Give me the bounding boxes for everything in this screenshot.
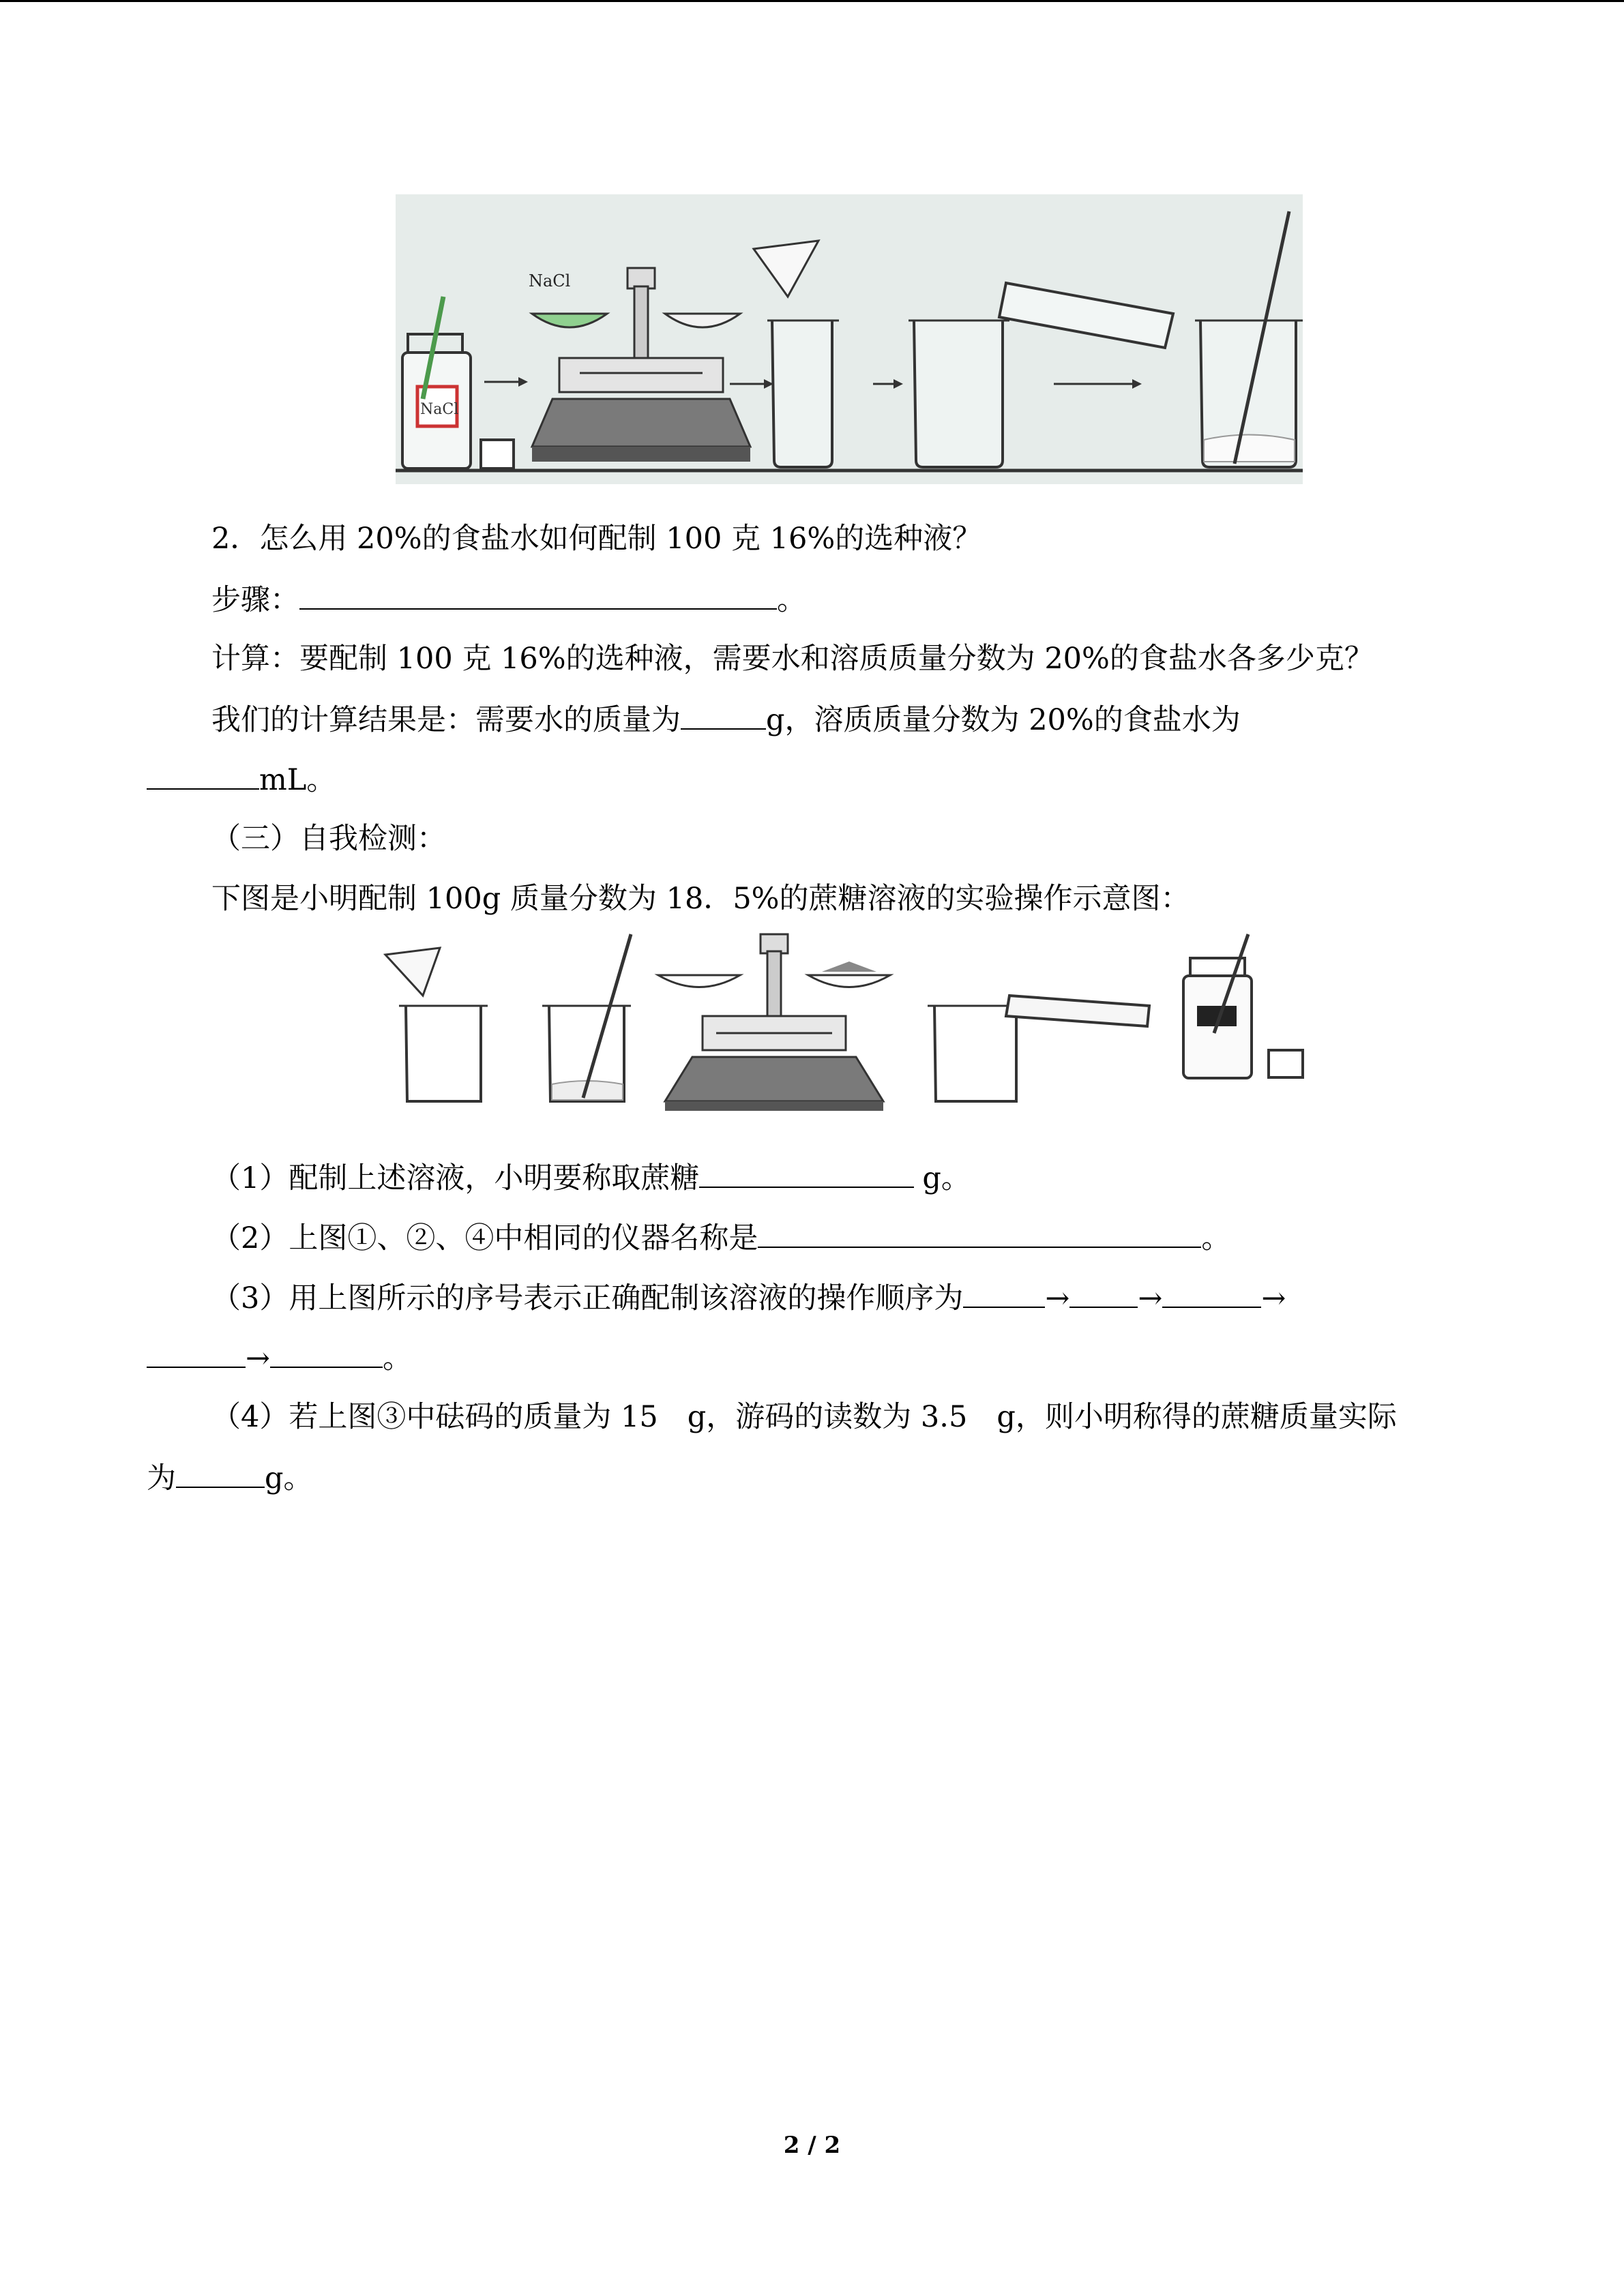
graduated-cylinder-icon — [1006, 996, 1149, 1026]
question-3 — [211, 1277, 1286, 1317]
steps-end: 。 — [777, 583, 806, 617]
q2-blank[interactable] — [758, 1217, 1201, 1248]
q1-text: （1）配制上述溶液，小明要称取蔗糖 — [211, 1161, 700, 1195]
q1-blank[interactable] — [699, 1157, 914, 1188]
q4-cont: 为 — [147, 1461, 176, 1495]
sucrose-operation-figure — [379, 931, 1313, 1115]
page-number: 2 / 2 — [783, 2132, 841, 2159]
q2-end: 。 — [1201, 1221, 1231, 1255]
question-2 — [211, 1217, 1230, 1257]
question-2-calc: 计算：要配制 100 克 16%的选种液，需要水和溶质质量分数为 20%的食盐水各多少克？ — [211, 642, 1374, 676]
q3-blank-5[interactable] — [270, 1337, 383, 1368]
q3-blank-4[interactable] — [147, 1337, 246, 1368]
q4-blank[interactable] — [176, 1457, 265, 1488]
weight-icon — [1269, 1050, 1303, 1077]
beaker-stirring-icon — [542, 934, 631, 1101]
q3-blank-1[interactable] — [963, 1277, 1045, 1308]
weight-icon — [481, 440, 514, 468]
jar-label: NaCl — [420, 401, 459, 418]
q3-blank-2[interactable] — [1069, 1277, 1138, 1308]
question-2-steps — [211, 578, 806, 619]
q3-arrow: → — [246, 1341, 271, 1375]
q3-blank-3[interactable] — [1162, 1277, 1261, 1308]
q3-arrow: → — [1138, 1281, 1163, 1315]
beaker-icon — [928, 1006, 1023, 1101]
nacl-label: NaCl — [529, 271, 571, 290]
q4-unit: g。 — [265, 1461, 313, 1495]
water-mass-blank[interactable] — [681, 698, 766, 730]
steps-blank[interactable] — [299, 578, 777, 610]
q3-arrow: → — [1045, 1281, 1070, 1315]
beaker-icon — [385, 948, 488, 1101]
nacl-preparation-figure — [396, 194, 1303, 484]
result-unit: mL。 — [259, 763, 336, 797]
beaker-icon — [909, 320, 1009, 467]
question-2-result-cont — [147, 758, 336, 799]
sugar-jar-icon — [1183, 934, 1252, 1078]
question-2-title: 2．怎么用 20%的食盐水如何配制 100 克 16%的选种液？ — [211, 522, 982, 556]
balance-icon — [658, 934, 890, 1111]
section-3-intro: 下图是小明配制 100g 质量分数为 18．5%的蔗糖溶液的实验操作示意图： — [211, 882, 1190, 916]
saltwater-volume-blank[interactable] — [147, 758, 259, 790]
result-text-1: 我们的计算结果是：需要水的质量为 — [211, 703, 681, 737]
q1-unit: g。 — [922, 1161, 971, 1195]
question-4: （4）若上图③中砝码的质量为 15 g，游码的读数为 3.5 g，则小明称得的蔗糖质量实际 — [211, 1400, 1397, 1434]
result-text-2: g，溶质质量分数为 20%的食盐水为 — [766, 703, 1241, 737]
q2-text: （2）上图①、②、④中相同的仪器名称是 — [211, 1221, 758, 1255]
steps-label: 步骤： — [211, 583, 299, 617]
question-2-result — [211, 698, 1241, 739]
section-3-heading: （三）自我检测： — [211, 822, 446, 856]
q3-end: 。 — [383, 1341, 413, 1375]
page-top-border — [0, 0, 1624, 2]
question-1 — [211, 1157, 971, 1197]
question-3-cont — [147, 1337, 412, 1377]
question-4-cont — [147, 1457, 313, 1497]
q3-text: （3）用上图所示的序号表示正确配制该溶液的操作顺序为 — [211, 1281, 964, 1315]
q3-arrow: → — [1261, 1281, 1286, 1315]
